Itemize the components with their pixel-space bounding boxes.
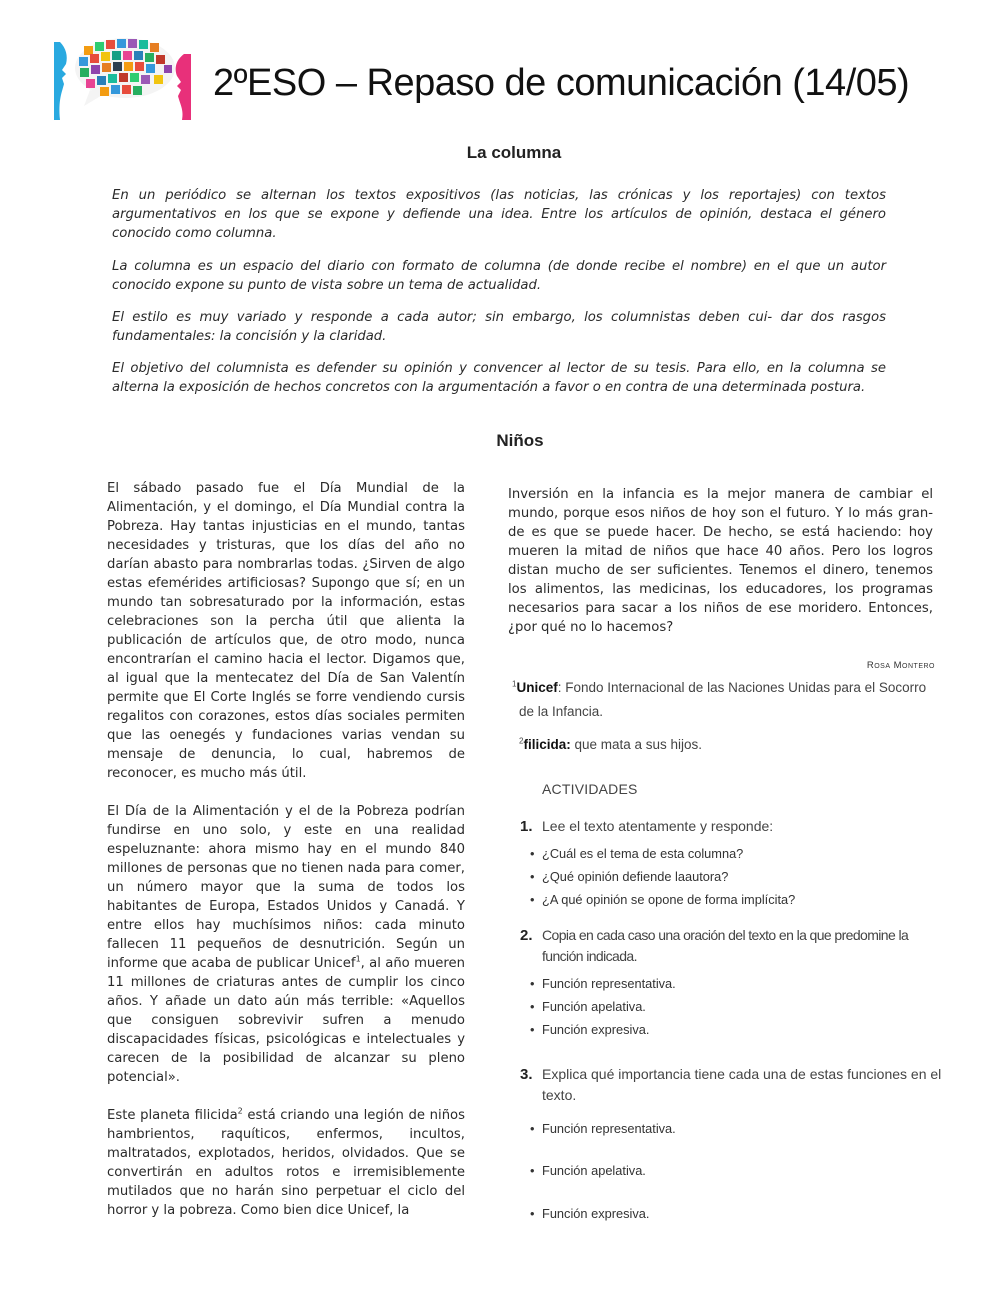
intro-paragraph: La columna es un espacio del diario con formato de columna (de donde recibe el nombre) en el que un autor conocido expone su punto de vista sobre un tema de actualidad. — [112, 259, 886, 293]
footnote-definition: : Fondo Internacional de las Naciones Unidas para el Socorro — [557, 680, 927, 695]
article-text: está criando una legión de niños hambrientos, raquíticos, enfermos, incultos, maltratados, explotados, heridos, olvidados. Que se convertirán en adultos rotos e irremisiblemente mutilados que no harán sino perpetuar el ciclo del horror y la pobreza. Como bien dice Unicef, la — [107, 1108, 465, 1218]
bullet-text: Función apelativa. — [542, 1163, 646, 1178]
article-paragraph: El sábado pasado fue el Día Mundial de la Alimentación, y el domingo, el Día Mundial contra la Pobreza. Hay tantas injusticias en el mundo, tantas necesidades y tristuras, que los días del año no darían abasto para nombrarlas todas. ¿Sirven de algo estas efemérides artificiosas? Supongo que sí; en un mundo tan sobresaturado por la información, estas celebraciones son la percha útil que alienta la publicación de artículos que, de otro modo, nunca encontrarían el camino hacia el lector. Digamos que, al igual que la mentecatez del Día de San Valentín permite que El Corte Inglés se forre vendiendo cursis regalitos con corazones, estos días sociales permiten que las oenegés y fundaciones varias vendan su mensaje de denuncia, lo cual, habremos de reconocer, es mucho más útil. — [107, 481, 465, 781]
article-text: El Día de la Alimentación y el de la Pobreza podrían fundirse en uno solo, y este en una realidad espeluznante: ahora mismo hay en el mundo 840 millones de personas que no tienen nada para comer, un número mayor que la suma de todos los habitantes de Europa, Estados Unidos y Canadá. Y entre ellos hay muchísimos niños: cada minuto fallecen 11 pequeños de desnutrición. Según un informe que acaba de publicar Unicef — [107, 804, 465, 971]
list-item: • Función representativa. — [530, 976, 676, 991]
footnote-number: 2 — [519, 736, 524, 746]
bullet-text: ¿Qué opinión defiende laautora? — [542, 869, 729, 884]
article-paragraph — [107, 802, 465, 1087]
question-text: Explica qué importancia tiene cada una de estas funciones en el texto. — [542, 1066, 942, 1103]
question-number: 2. — [520, 927, 533, 944]
list-item: • ¿Qué opinión defiende laautora? — [530, 869, 729, 884]
communication-logo — [50, 34, 195, 120]
footnote-filicida — [519, 734, 702, 756]
author-signature: Rosa Montero — [866, 660, 935, 671]
bullet-text: Función expresiva. — [542, 1206, 650, 1221]
pink-face-icon — [176, 54, 191, 120]
footnote-ref: 1 — [355, 954, 361, 964]
question-text: Lee el texto atentamente y responde: — [542, 818, 774, 834]
bullet-text: Función apelativa. — [542, 999, 646, 1014]
intro-paragraph: El estilo es muy variado y responde a cada autor; sin embargo, los columnistas deben cui- dar dos rasgos fundamentales: la concisión y la claridad. — [112, 310, 886, 344]
list-item: • ¿Cuál es el tema de esta columna? — [530, 846, 744, 861]
blue-face-icon — [54, 42, 67, 120]
intro-paragraph: El objetivo del columnista es defender su opinión y convencer al lector de su tesis. Para ello, en la columna se alterna la exposición de hechos concretos con la argumentación a favor o en contra de una determinada postura. — [112, 361, 886, 395]
list-item: • Función expresiva. — [530, 1206, 650, 1221]
footnote-term: filicida: — [523, 737, 571, 752]
bullet-text: Función representativa. — [542, 976, 676, 991]
question-text: Copia en cada caso una oración del texto en la que predomine la función indicada. — [542, 927, 909, 964]
activities-title: ACTIVIDADES — [542, 781, 638, 797]
article-paragraph: Inversión en la infancia es la mejor manera de cambiar el mundo, porque esos niños de hoy son el futuro. Y lo más gran- de es que se puede hacer. De hecho, se está haciendo: hoy mueren la mitad de niños que hace 40 años. Pero los logros distan mucho de ser suficientes. Tenemos el dinero, tenemos los alimentos, las medicinas, los educadores, los programas necesarios para sacar a los niños de ese moridero. Entonces, ¿por qué no lo hacemos? — [508, 487, 933, 635]
list-item: • Función apelativa. — [530, 1163, 646, 1178]
bullet-text: ¿Cuál es el tema de esta columna? — [542, 846, 744, 861]
article-text: Este planeta filicida — [107, 1108, 238, 1123]
section-heading-columna: La columna — [466, 143, 562, 162]
section-heading-ninos: Niños — [496, 431, 544, 450]
footnote-term: Unicef — [516, 680, 558, 695]
list-item: • Función representativa. — [530, 1121, 676, 1136]
intro-paragraph: En un periódico se alternan los textos expositivos (las noticias, las crónicas y los reportajes) con textos argumentativos en los que se expone y defiende una idea. Entre los artículos de opinión, destaca el género conocido como columna. — [112, 188, 886, 241]
article-paragraph — [107, 1106, 465, 1220]
list-item: • Función expresiva. — [530, 1022, 650, 1037]
bullet-text: Función representativa. — [542, 1121, 676, 1136]
article-text: , al año mueren 11 millones de criaturas antes de cumplir los cinco años. Y añade un dato aún más terrible: «Aquellos que consiguen sobrevivir sufren a menudo discapacidades físicas, psicológicas e intelectuales y carecen de la posibilidad de alcanzar su pleno potencial». — [107, 956, 465, 1085]
list-item: • Función apelativa. — [530, 999, 646, 1014]
footnote-unicef — [512, 677, 957, 699]
bullet-text: Función expresiva. — [542, 1022, 650, 1037]
bullet-text: ¿A qué opinión se opone de forma implícita? — [542, 892, 796, 907]
page-title: 2ºESO – Repaso de comunicación (14/05) — [213, 62, 910, 104]
footnote-number: 1 — [512, 679, 517, 689]
question-number: 3. — [520, 1066, 533, 1083]
speech-bubble-icon — [75, 38, 175, 106]
footnote-unicef-cont: de la Infancia. — [519, 704, 604, 719]
footnote-definition: que mata a sus hijos. — [570, 737, 703, 752]
question-number: 1. — [520, 818, 533, 835]
footnote-ref: 2 — [237, 1106, 243, 1116]
list-item: • ¿A qué opinión se opone de forma implícita? — [530, 892, 796, 907]
